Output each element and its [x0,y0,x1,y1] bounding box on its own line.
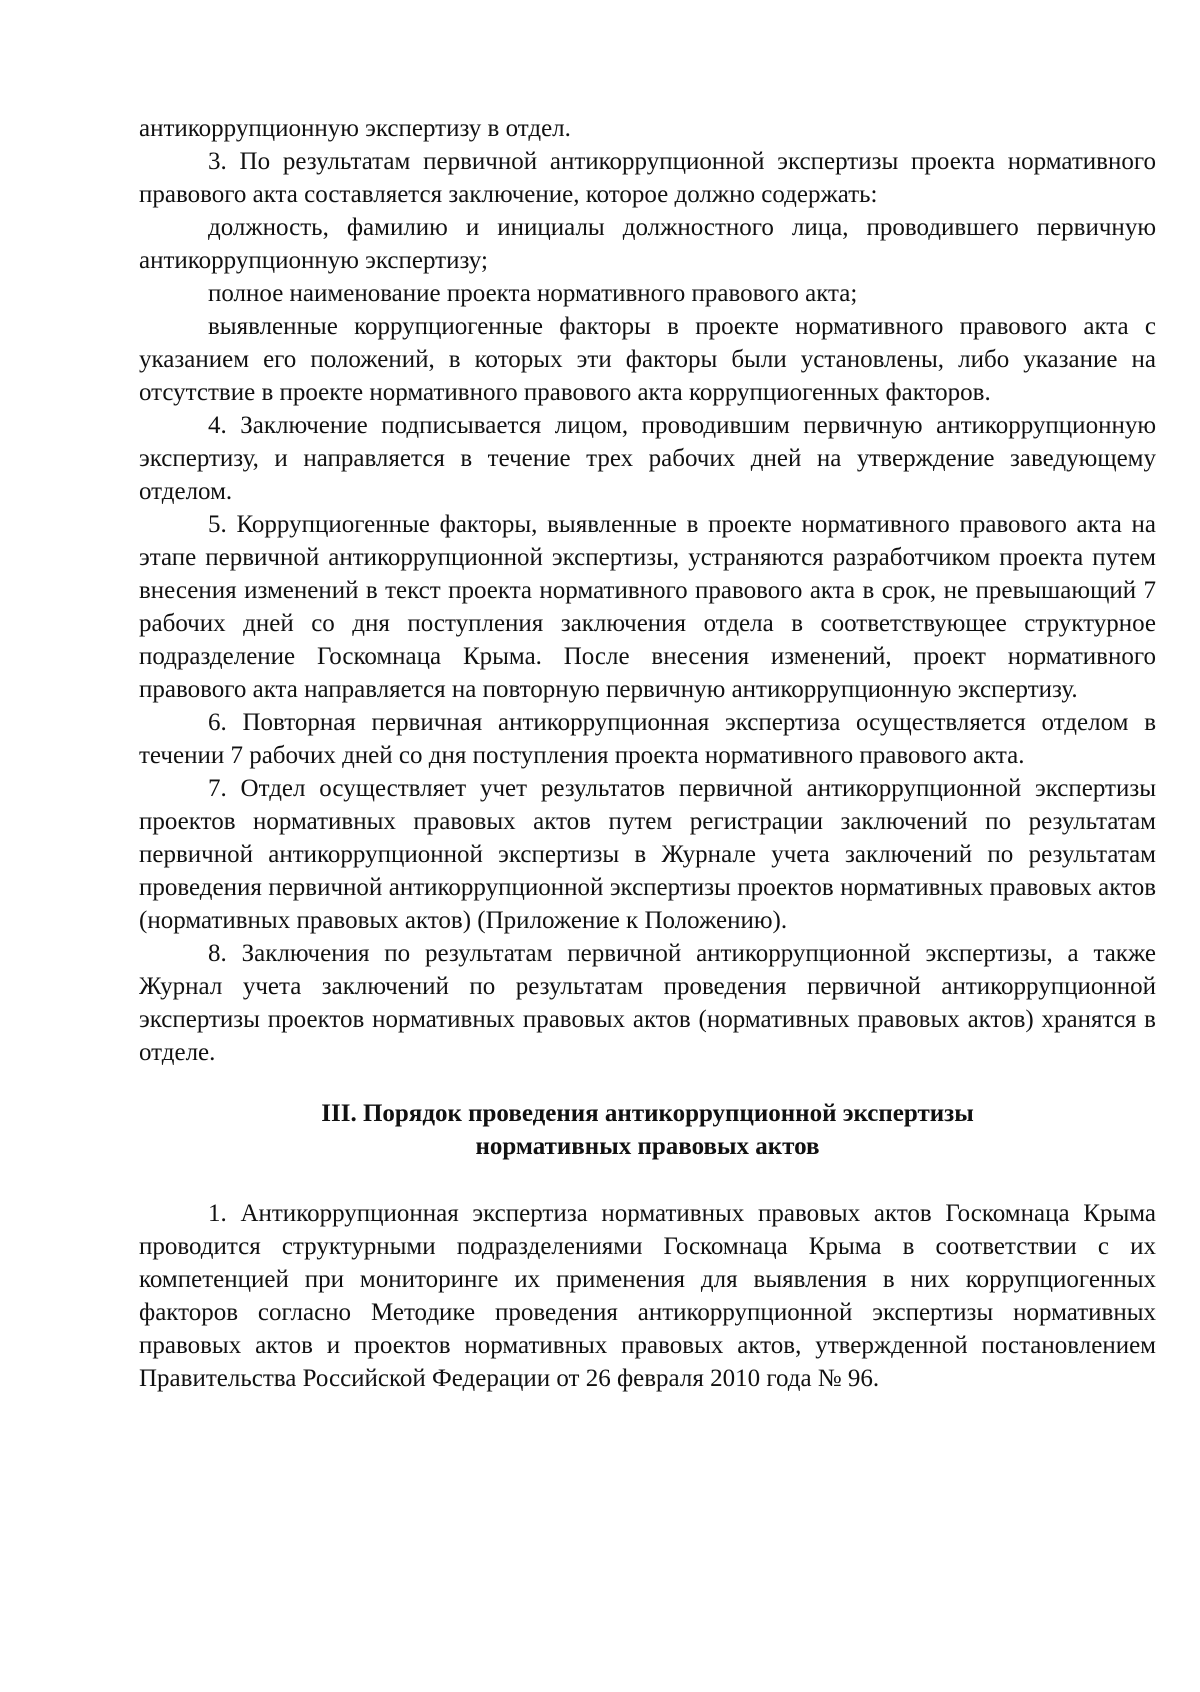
section-heading [139,1097,1156,1163]
paragraph-item-3: 3. По результатам первичной антикоррупционной экспертизы проекта нормативного правового акта составляется заключение, которое должно содержать: [139,148,1156,208]
paragraph-section3-item-1: 1. Антикоррупционная экспертиза нормативных правовых актов Госкомнаца Крыма проводится структурными подразделениями Госкомнаца Крыма в соответствии с их компетенцией при мониторинге их применения для выявления в них коррупциогенных факторов согласно Методике проведения антикоррупционной экспертизы нормативных правовых актов и проектов нормативных правовых актов, утвержденной постановлением Правительства Российской Федерации от 26 февраля 2010 года № 96. [139,1200,1156,1392]
section-heading-line-2: нормативных правовых актов [475,1133,820,1160]
paragraph-item-7: 7. Отдел осуществляет учет результатов первичной антикоррупционной экспертизы проектов нормативных правовых актов путем регистрации заключений по результатам первичной антикоррупционной экспертизы в Журнале учета заключений по результатам проведения первичной антикоррупционной экспертизы проектов нормативных правовых актов (нормативных правовых актов) (Приложение к Положению). [139,775,1156,934]
paragraph-full-title: полное наименование проекта нормативного правового акта; [208,280,858,307]
paragraph-item-6: 6. Повторная первичная антикоррупционная экспертиза осуществляется отделом в течении 7 рабочих дней со дня поступления проекта нормативного правового акта. [139,709,1156,769]
paragraph-item-8: 8. Заключения по результатам первичной антикоррупционной экспертизы, а также Журнал учета заключений по результатам проведения первичной антикоррупционной экспертизы проектов нормативных правовых актов (нормативных правовых актов) хранятся в отделе. [139,940,1156,1066]
paragraph-factors: выявленные коррупциогенные факторы в проекте нормативного правового акта с указанием его положений, в которых эти факторы были установлены, либо указание на отсутствие в проекте нормативного правового акта коррупциогенных факторов. [139,313,1156,406]
paragraph-item-4: 4. Заключение подписывается лицом, проводившим первичную антикоррупционную экспертизу, и направляется в течение трех рабочих дней на утверждение заведующему отделом. [139,412,1156,505]
paragraph-continuation: антикоррупционную экспертизу в отдел. [139,115,571,142]
paragraph-item-5: 5. Коррупциогенные факторы, выявленные в проекте нормативного правового акта на этапе первичной антикоррупционной экспертизы, устраняются разработчиком проекта путем внесения изменений в текст проекта нормативного правового акта в срок, не превышающий 7 рабочих дней со дня поступления заключения отдела в соответствующее структурное подразделение Госкомнаца Крыма. После внесения изменений, проект нормативного правового акта направляется на повторную первичную антикоррупционную экспертизу. [139,511,1156,703]
document-body [139,112,1156,1395]
section-heading-line-1: III. Порядок проведения антикоррупционной экспертизы [321,1100,974,1127]
paragraph-position-name: должность, фамилию и инициалы должностного лица, проводившего первичную антикоррупционную экспертизу; [139,214,1156,274]
